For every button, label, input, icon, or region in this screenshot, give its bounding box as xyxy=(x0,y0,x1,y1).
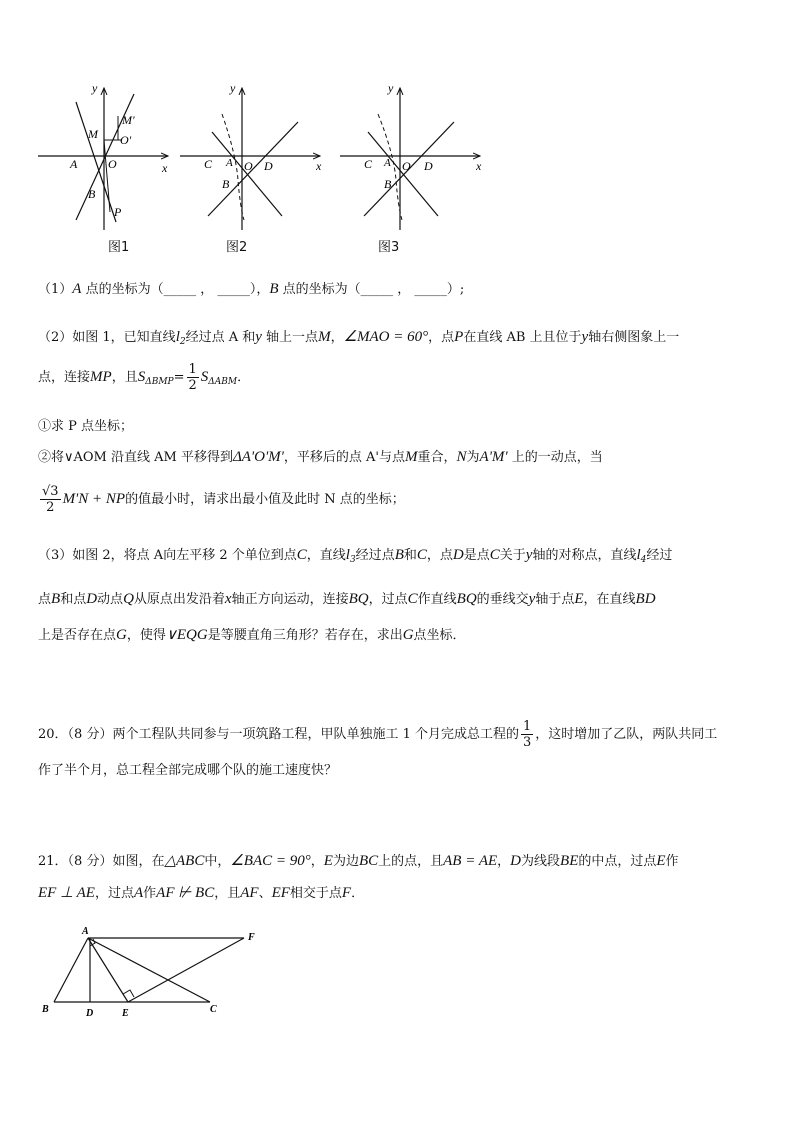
figure-2-svg xyxy=(178,80,328,240)
segment-mp xyxy=(104,140,110,212)
segment-ef xyxy=(128,938,244,1002)
label-o-prime: O' xyxy=(120,133,132,147)
label-f: F xyxy=(248,932,255,943)
label-o: O xyxy=(108,157,117,171)
line-l4 xyxy=(208,122,298,216)
figure-2-caption: 图2 xyxy=(226,240,248,255)
line-l3 xyxy=(368,132,438,216)
label-e: E xyxy=(122,1008,129,1019)
q19-part2-line1: （2）如图 1，已知直线$l_2$经过点 A 和y 轴上一点M，∠MAO = 60°，点P在直线 AB 上且位于y轴右侧图象上一 xyxy=(38,329,680,347)
label-b: B xyxy=(222,177,230,191)
label-a: A xyxy=(226,157,233,169)
label-b: B xyxy=(384,177,392,191)
q21-figure-svg xyxy=(38,922,268,1022)
q20-line2: 作了半个月，总工程全部完成哪个队的施工速度快？ xyxy=(38,763,338,778)
label-a: A xyxy=(384,157,391,169)
label-d: D xyxy=(86,1008,94,1019)
label-b: B xyxy=(42,1004,49,1015)
segment-ab xyxy=(54,938,88,1002)
figure-1-caption: 图1 xyxy=(108,240,130,255)
label-x: x xyxy=(316,159,322,173)
fraction-sqrt3-over-2: $\frac{√3}{2}$ xyxy=(42,484,59,515)
q19-part3-line3: 上是否存在点G，使得∨EQG是等腰直角三角形？若存在，求出G点坐标． xyxy=(38,627,466,643)
label-p: P xyxy=(114,205,122,219)
label-c: C xyxy=(364,157,373,171)
segment-ac xyxy=(88,938,210,1002)
q20-line1: 20．（8 分）两个工程队共同参与一项筑路工程，甲队单独施工 1 个月完成总工程的 $\frac{1}{3}$ ，这时增加了乙队，两队共同工 xyxy=(38,719,718,750)
q19-part2-sub2: ②将∨AOM 沿直线 AM 平移得到ΔA'O'M'，平移后的点 A'与点M重合，N为A'M' 上的一动点，当 xyxy=(38,449,603,465)
figure-3-caption: 图3 xyxy=(378,240,400,255)
q21-line2: EF ⊥ AE，过点A作AF ⊬ BC，且AF、EF相交于点F． xyxy=(38,885,365,901)
figure-3 xyxy=(338,80,488,240)
figure-2 xyxy=(178,80,328,240)
label-d: D xyxy=(424,159,433,173)
q21-line1: 21．（8 分）如图，在△ABC中，∠BAC = 90°，E为边BC上的点，且AB = AE，D为线段BE的中点，过点E作 xyxy=(38,853,679,869)
fraction-one-third: $\frac{1}{3}$ xyxy=(522,719,532,750)
label-y: y xyxy=(92,81,98,95)
label-m: M xyxy=(88,127,98,141)
fraction-one-half: $\frac{1}{2}$ xyxy=(188,362,197,393)
figure-3-svg xyxy=(338,80,488,240)
q21-figure xyxy=(38,922,268,1022)
segment-ae xyxy=(88,938,128,1002)
line-l3 xyxy=(212,132,282,216)
label-y: y xyxy=(230,81,236,95)
q19-part2-sub3: $\frac{√3}{2}$ M'N + NP的值最小时，请求出最小值及此时 N 点的坐标； xyxy=(42,484,405,515)
q19-part2-sub1: ①求 P 点坐标； xyxy=(38,419,134,434)
label-a: A xyxy=(82,926,89,937)
figure-1-svg xyxy=(36,80,176,240)
q19-part3-line1: （3）如图 2，将点 A向左平移 2 个单位到点C，直线$l_3$经过点B和C，点D是点C关于y轴的对称点，直线$l_4$经过 xyxy=(38,547,673,565)
label-o: O xyxy=(244,159,253,173)
figure-1 xyxy=(36,80,176,240)
q19-part1: （1）A 点的坐标为（_____ ， _____），B 点的坐标为（_____ ， _____）; xyxy=(38,281,465,297)
q19-part3-line2: 点B和点D动点Q从原点出发沿着x轴正方向运动，连接BQ，过点C作直线BQ的垂线交y轴于点E，在直线BD xyxy=(38,591,656,607)
label-c: C xyxy=(204,157,213,171)
label-o: O xyxy=(402,159,411,173)
label-x: x xyxy=(476,159,482,173)
label-d: D xyxy=(264,159,273,173)
label-m-prime: M' xyxy=(122,113,135,127)
label-c: C xyxy=(210,1004,217,1015)
q19-part2-line2: 点，连接MP，且$S_{\Delta BMP}=$ $\frac{1}{2}$ $S_{\Delta ABM}$． xyxy=(38,362,251,393)
label-x: x xyxy=(162,161,168,175)
label-b: B xyxy=(88,187,96,201)
label-y: y xyxy=(388,81,394,95)
label-a: A xyxy=(70,157,78,171)
